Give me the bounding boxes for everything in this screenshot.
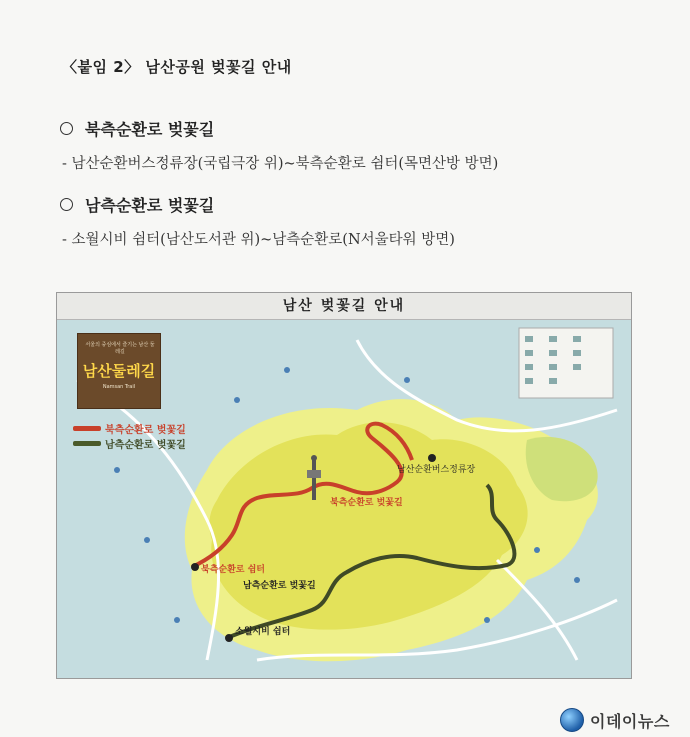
south-route-label: 남측순환로 벚꽃길 bbox=[243, 581, 316, 591]
north-rest-label: 북측순환로 쉼터 bbox=[201, 565, 265, 575]
bus-stop-label: 남산순환버스정류장 bbox=[397, 465, 476, 475]
section-north-heading-text: 북측순환로 벚꽃길 bbox=[85, 120, 215, 139]
north-route-label: 북측순환로 벚꽃길 bbox=[330, 498, 403, 508]
legend-south bbox=[73, 436, 186, 451]
sowol-marker-icon bbox=[225, 634, 233, 642]
namsan-map bbox=[56, 292, 632, 679]
legend-north-swatch bbox=[73, 426, 101, 431]
namsan-trail-badge bbox=[77, 333, 161, 409]
brand-name: 이데이뉴스 bbox=[590, 711, 670, 731]
map-title: 남산 벚꽃길 안내 bbox=[57, 293, 631, 320]
bus-stop-marker-icon bbox=[428, 454, 436, 462]
section-south-detail: - 소월시비 쉼터(남산도서관 위)~남측순환로(N서울타워 방면) bbox=[62, 232, 455, 248]
bullet-circle-icon bbox=[60, 198, 73, 211]
section-south-heading bbox=[60, 193, 214, 216]
legend-south-swatch bbox=[73, 441, 101, 446]
badge-english: Namsan Trail bbox=[102, 384, 136, 390]
bullet-circle-icon bbox=[60, 122, 73, 135]
badge-small-text: 서울의 중심에서 즐기는 남산 둘레길 bbox=[85, 342, 155, 355]
section-north-detail: - 남산순환버스정류장(국립극장 위)~북측순환로 쉼터(목면산방 방면) bbox=[62, 156, 499, 172]
badge-title: 남산둘레길 bbox=[82, 362, 156, 380]
sowol-label: 소월시비 쉼터 bbox=[235, 627, 291, 637]
legend-north bbox=[73, 421, 186, 436]
legend-south-label: 남측순환로 벚꽃길 bbox=[105, 440, 186, 451]
legend-north-label: 북측순환로 벚꽃길 bbox=[105, 425, 186, 436]
page-title: 〈붙임 2〉 남산공원 벚꽃길 안내 bbox=[62, 58, 292, 76]
section-south-heading-text: 남측순환로 벚꽃길 bbox=[85, 196, 215, 215]
north-rest-marker-icon bbox=[191, 563, 199, 571]
globe-icon bbox=[560, 708, 584, 732]
brand-logo bbox=[560, 708, 670, 732]
map-info-box bbox=[519, 328, 613, 398]
section-north-heading bbox=[60, 117, 214, 140]
